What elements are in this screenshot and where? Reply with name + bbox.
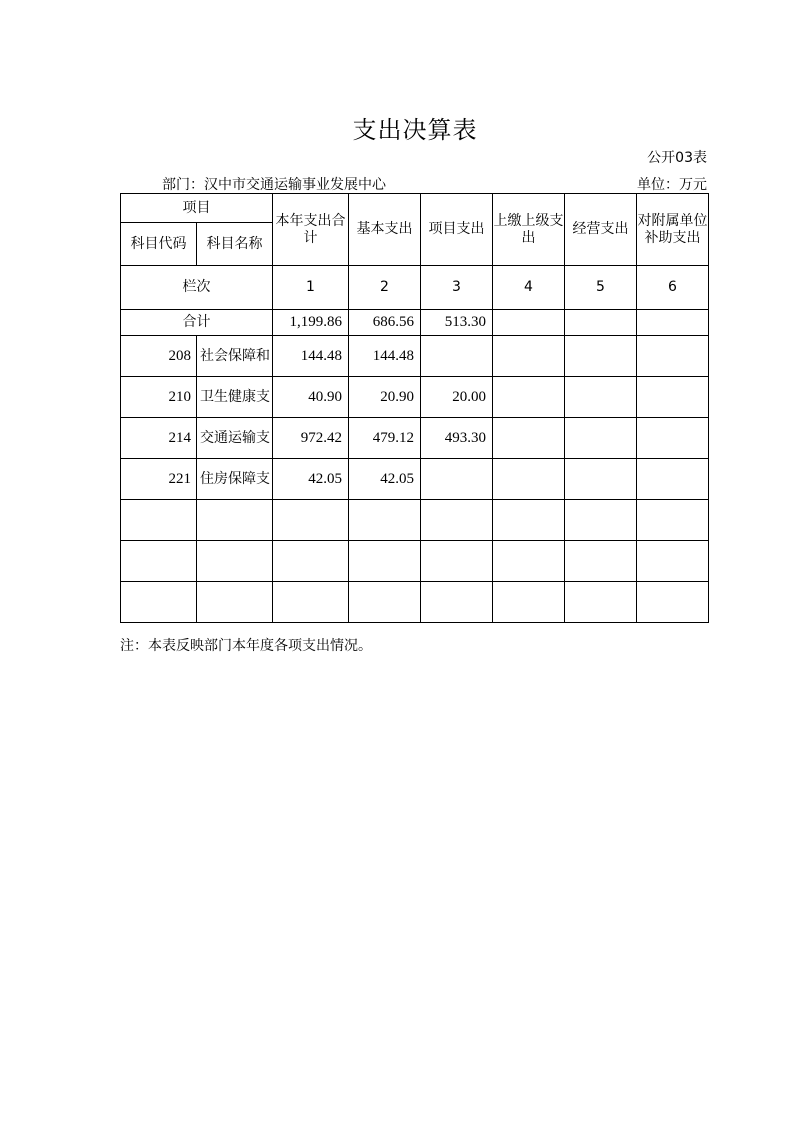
cell-basic [349,500,421,541]
cell-subsidy [637,500,709,541]
header-business: 经营支出 [565,194,637,266]
cell-code: 210 [121,377,197,418]
cell-project: 493.30 [421,418,493,459]
column-number: 5 [565,266,637,310]
table-row [121,459,709,500]
cell-name: 卫生健康支 [197,377,273,418]
column-number: 6 [637,266,709,310]
header-project: 项目支出 [421,194,493,266]
cell-subsidy [637,459,709,500]
cell-code: 208 [121,336,197,377]
cell-total [273,582,349,623]
table-row [121,377,709,418]
total-row [121,310,709,336]
unit-label: 单位：万元 [637,177,707,193]
cell-name [197,500,273,541]
cell-project: 513.30 [421,310,493,336]
cell-total: 972.42 [273,418,349,459]
header-subsidy: 对附属单位补助支出 [637,194,709,266]
table-row [121,541,709,582]
header-basic: 基本支出 [349,194,421,266]
total-label: 合计 [121,310,273,336]
cell-business [565,336,637,377]
cell-code [121,582,197,623]
cell-business [565,500,637,541]
cell-total: 40.90 [273,377,349,418]
cell-total: 1,199.86 [273,310,349,336]
cell-name: 住房保障支 [197,459,273,500]
cell-business [565,377,637,418]
expense-table [120,193,709,623]
cell-code: 214 [121,418,197,459]
cell-basic: 20.90 [349,377,421,418]
cell-business [565,418,637,459]
cell-business [565,541,637,582]
cell-basic: 686.56 [349,310,421,336]
cell-project: 20.00 [421,377,493,418]
cell-project [421,582,493,623]
column-number: 1 [273,266,349,310]
header-item: 项目 [121,194,273,223]
cell-subsidy [637,582,709,623]
cell-remit [493,500,565,541]
cell-subsidy [637,541,709,582]
cell-subsidy [637,418,709,459]
header-name: 科目名称 [197,223,273,266]
header-remit: 上缴上级支出 [493,194,565,266]
cell-total: 42.05 [273,459,349,500]
cell-basic [349,541,421,582]
cell-business [565,310,637,336]
cell-basic: 144.48 [349,336,421,377]
cell-basic: 42.05 [349,459,421,500]
column-number-label: 栏次 [121,266,273,310]
cell-remit [493,336,565,377]
cell-total: 144.48 [273,336,349,377]
cell-project [421,541,493,582]
column-number: 2 [349,266,421,310]
cell-remit [493,582,565,623]
table-row [121,336,709,377]
cell-project [421,336,493,377]
cell-remit [493,418,565,459]
cell-name: 交通运输支 [197,418,273,459]
page-title: 支出决算表 [352,116,478,144]
cell-remit [493,377,565,418]
cell-business [565,582,637,623]
cell-total [273,541,349,582]
cell-code [121,541,197,582]
cell-subsidy [637,377,709,418]
table-note: 注：本表反映部门本年度各项支出情况。 [120,638,372,654]
header-code: 科目代码 [121,223,197,266]
cell-subsidy [637,336,709,377]
cell-remit [493,459,565,500]
department-label: 部门：汉中市交通运输事业发展中心 [162,177,386,193]
form-number: 公开03表 [647,150,707,166]
cell-code: 221 [121,459,197,500]
header-total: 本年支出合计 [273,194,349,266]
column-number: 4 [493,266,565,310]
cell-name [197,582,273,623]
cell-remit [493,541,565,582]
table-row [121,582,709,623]
table-row [121,418,709,459]
cell-project [421,459,493,500]
cell-remit [493,310,565,336]
column-number: 3 [421,266,493,310]
cell-business [565,459,637,500]
cell-name: 社会保障和 [197,336,273,377]
cell-code [121,500,197,541]
cell-basic [349,582,421,623]
cell-name [197,541,273,582]
cell-subsidy [637,310,709,336]
cell-project [421,500,493,541]
cell-basic: 479.12 [349,418,421,459]
cell-total [273,500,349,541]
table-row [121,500,709,541]
